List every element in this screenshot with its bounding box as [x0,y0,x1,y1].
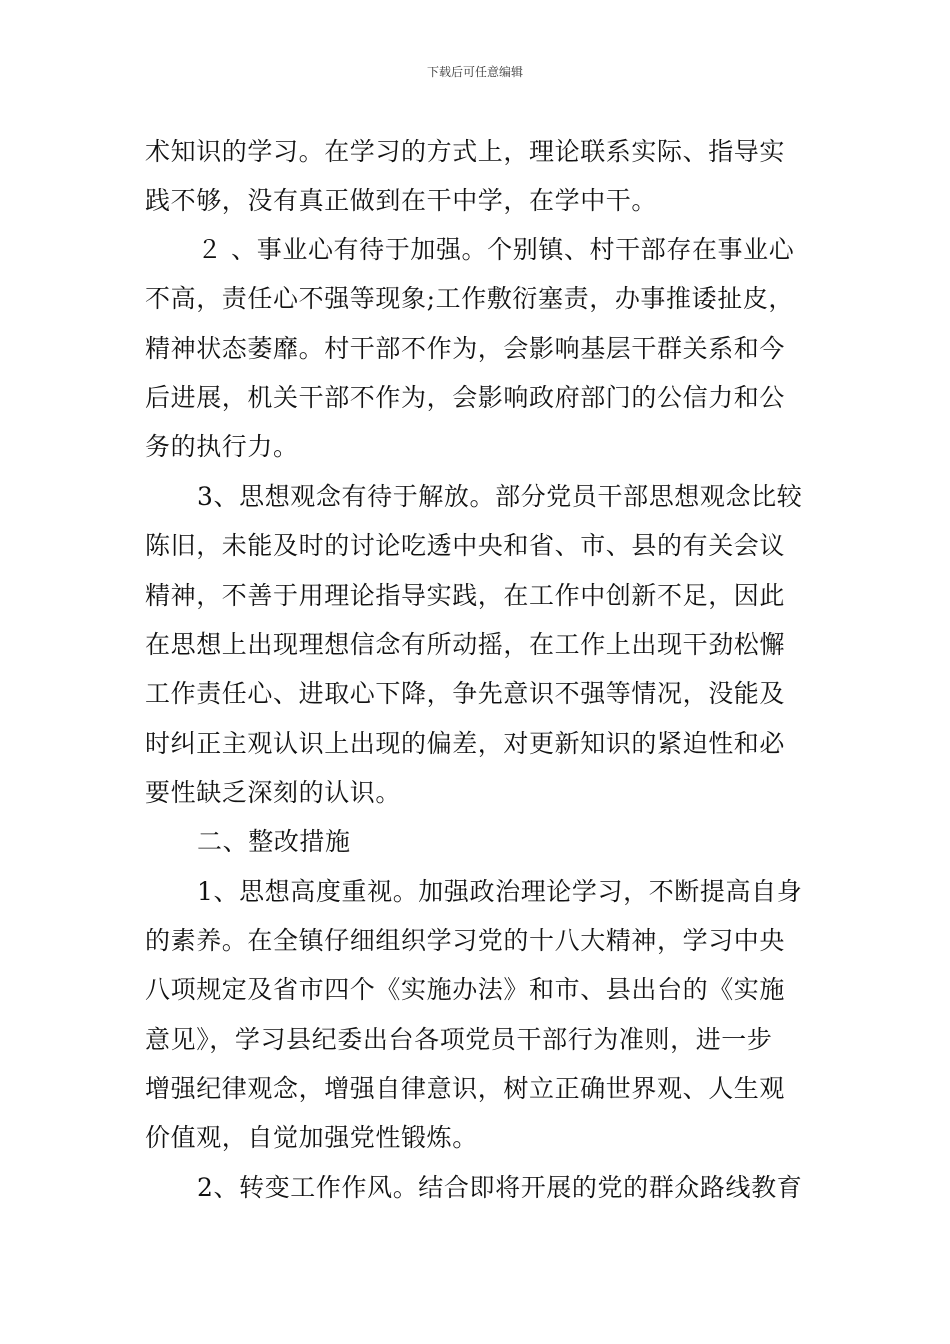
body-line: 务的执行力。 [145,432,299,461]
body-line: 在思想上出现理想信念有所动摇，在工作上出现干劲松懈 [145,630,786,659]
body-line: 陈旧，未能及时的讨论吃透中央和省、市、县的有关会议 [145,531,786,560]
body-line: 践不够，没有真正做到在干中学，在学中干。 [145,186,658,215]
body-line: 增强纪律观念，增强自律意识，树立正确世界观、人生观 [145,1074,786,1103]
section-heading: 二、整改措施 [197,827,351,856]
body-line: 的素养。在全镇仔细组织学习党的十八大精神，学习中央 [145,926,786,955]
body-line: 后进展，机关干部不作为，会影响政府部门的公信力和公 [145,383,786,412]
body-line: 精神，不善于用理论指导实践，在工作中创新不足，因此 [145,581,786,610]
paragraph-start-line: 2、转变工作作风。结合即将开展的党的群众路线教育 [197,1173,803,1202]
body-line: 时纠正主观认识上出现的偏差，对更新知识的紧迫性和必 [145,729,786,758]
page-header: 下载后可任意编辑 [426,65,523,79]
body-line: 工作责任心、进取心下降，争先意识不强等情况，没能及 [145,679,786,708]
body-line: 不高，责任心不强等现象;工作敷衍塞责，办事推诿扯皮， [145,284,795,313]
paragraph-start-line: ２ 、事业心有待于加强。个别镇、村干部存在事业心 [197,235,795,264]
paragraph-start-line: 1、思想高度重视。加强政治理论学习，不断提高自身 [197,877,803,906]
body-line: 意见》，学习县纪委出台各项党员干部行为准则，进一步 [145,1025,773,1054]
body-line: 精神状态萎靡。村干部不作为，会影响基层干群关系和今 [145,334,786,363]
body-line: 价值观，自觉加强党性锻炼。 [145,1123,478,1152]
body-line: 八项规定及省市四个《实施办法》和市、县出台的《实施 [145,975,786,1004]
body-line: 术知识的学习。在学习的方式上，理论联系实际、指导实 [145,137,786,166]
paragraph-start-line: 3、思想观念有待于解放。部分党员干部思想观念比较 [197,482,803,511]
body-line: 要性缺乏深刻的认识。 [145,778,402,807]
